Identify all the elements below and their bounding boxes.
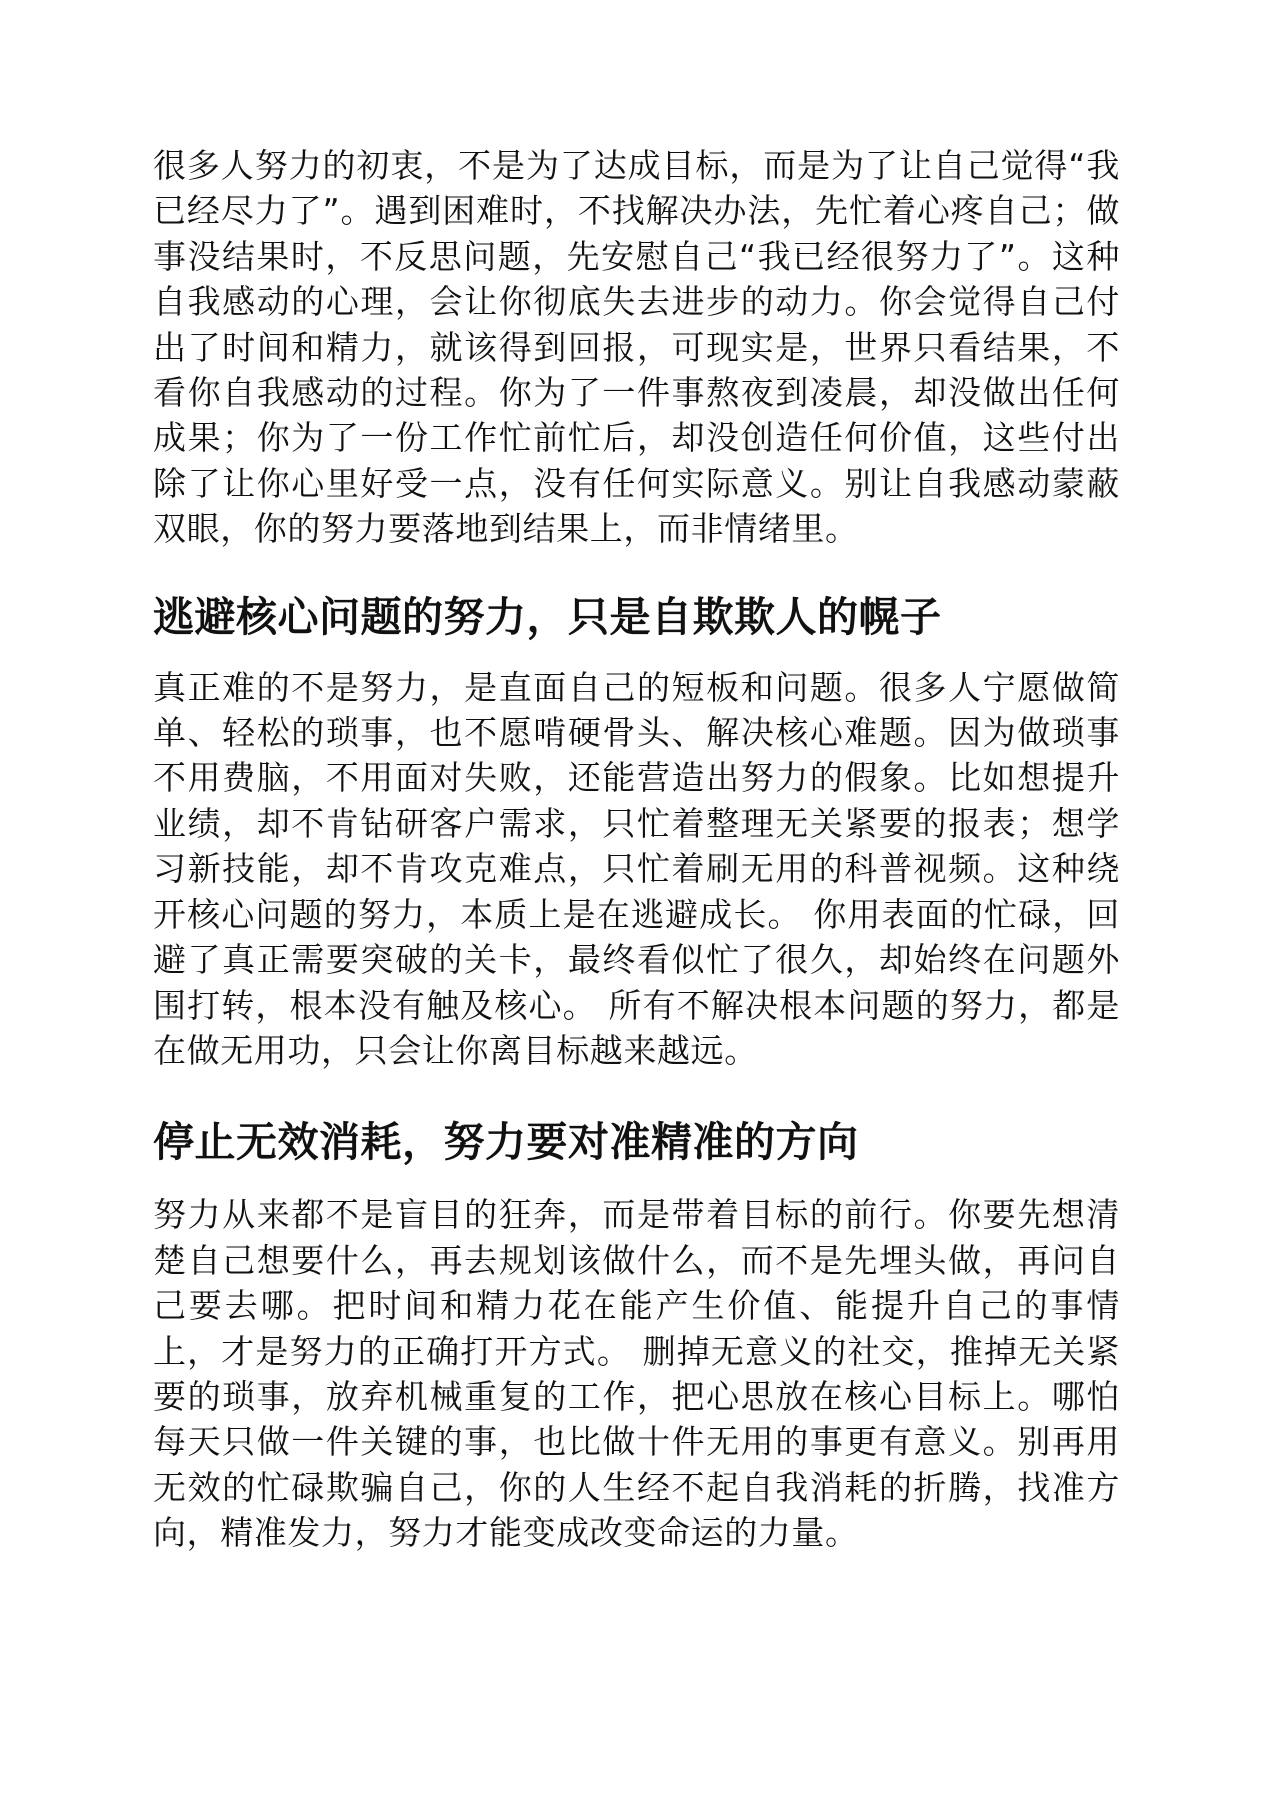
section-heading-stop-waste: 停止无效消耗，努力要对准精准的方向	[153, 1118, 859, 1167]
intro-paragraph: 很多人努力的初衷，不是为了达成目标，而是为了让自己觉得“我已经尽力了”。遇到困难时，不找解决办法，先忙着心疼自己；做事没结果时，不反思问题，先安慰自己“我已经很努力了”。这种自我感动的心理，会让你彻底失去进步的动力。你会觉得自己付出了时间和精力，就该得到回报，可现实是，世界只看结果，不看你自我感动的过程。你为了一件事熬夜到凌晨，却没做出任何成果；你为了一份工作忙前忙后，却没创造任何价值，这些付出除了让你心里好受一点，没有任何实际意义。别让自我感动蒙蔽双眼，你的努力要落地到结果上，而非情绪里。	[153, 146, 1120, 549]
article-body	[153, 143, 1120, 1556]
section-paragraph-avoid-core-problems: 真正难的不是努力，是直面自己的短板和问题。很多人宁愿做简单、轻松的琐事，也不愿啃硬骨头、解决核心难题。因为做琐事不用费脑，不用面对失败，还能营造出努力的假象。比如想提升业绩，却不肯钻研客户需求，只忙着整理无关紧要的报表；想学习新技能，却不肯攻克难点，只忙着刷无用的科普视频。这种绕开核心问题的努力，本质上是在逃避成长。 你用表面的忙碌，回避了真正需要突破的关卡，最终看似忙了很久，却始终在问题外围打转，根本没有触及核心。 所有不解决根本问题的努力，都是在做无用功，只会让你离目标越来越远。	[153, 667, 1120, 1070]
section-paragraph-stop-waste: 努力从来都不是盲目的狂奔，而是带着目标的前行。你要先想清楚自己想要什么，再去规划该做什么，而不是先埋头做，再问自己要去哪。把时间和精力花在能产生价值、能提升自己的事情上，才是努力的正确打开方式。 删掉无意义的社交，推掉无关紧要的琐事，放弃机械重复的工作，把心思放在核心目标上。哪怕每天只做一件关键的事，也比做十件无用的事更有意义。别再用无效的忙碌欺骗自己，你的人生经不起自我消耗的折腾，找准方向，精准发力，努力才能变成改变命运的力量。	[153, 1195, 1120, 1553]
section-heading-avoid-core-problems: 逃避核心问题的努力，只是自欺欺人的幌子	[153, 592, 942, 641]
